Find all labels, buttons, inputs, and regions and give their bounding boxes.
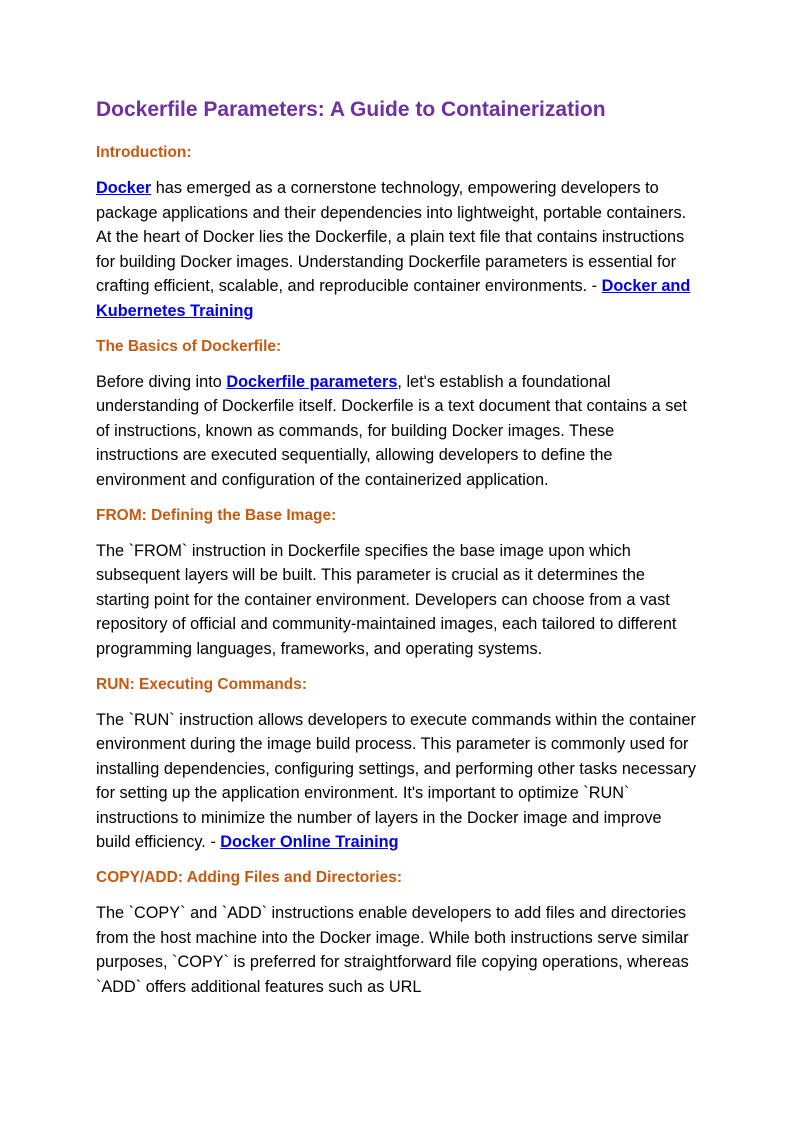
run-heading: RUN: Executing Commands:	[96, 675, 307, 693]
docker-kubernetes-training-link[interactable]: Docker and Kubernetes Training	[96, 277, 691, 320]
from-paragraph: The `FROM` instruction in Dockerfile specifies the base image upon which subsequent layers will be built. This parameter is crucial as it determines the starting point for the container environment. Developers can choose from a vast repository of official and community-maintained images, each tailored to different programming languages, frameworks, and operating systems.	[96, 541, 677, 658]
intro-paragraph	[96, 176, 698, 324]
dockerfile-parameters-link[interactable]: Dockerfile parameters	[226, 372, 398, 391]
basics-text-end: , let's establish a foundational understanding of Dockerfile itself. Dockerfile is a text document that contains a set of instructions, known as commands, for building Docker images. These instructions are executed sequentially, allowing developers to define the environment and configuration of the containerized application.	[96, 372, 687, 489]
docker-online-training-link[interactable]: Docker Online Training	[220, 833, 399, 852]
basics-heading: The Basics of Dockerfile:	[96, 337, 282, 355]
basics-text-start: Before diving into	[96, 372, 227, 391]
document-page	[96, 96, 698, 1011]
intro-heading: Introduction:	[96, 144, 192, 161]
from-heading: FROM: Defining the Base Image:	[96, 506, 337, 524]
intro-text: has emerged as a cornerstone technology, empowering developers to package applications and their dependencies into lightweight, portable containers. At the heart of Docker lies the Dockerfile, a plain text file that contains instructions for building Docker images. Understanding Dockerfile parameters is essential for crafting efficient, scalable, and reproducible container environments. -	[96, 179, 687, 296]
document-title: Dockerfile Parameters: A Guide to Containerization	[96, 98, 606, 121]
docker-link[interactable]: Docker	[96, 179, 152, 197]
run-text: The `RUN` instruction allows developers to execute commands within the container environment during the image build process. This parameter is commonly used for installing dependencies, configuring settings, and performing other tasks necessary for setting up the application environment. It's important to optimize `RUN` instructions to minimize the number of layers in the Docker image and improve build efficiency. -	[96, 710, 697, 852]
basics-paragraph	[96, 370, 698, 493]
copy-paragraph: The `COPY` and `ADD` instructions enable developers to add files and directories from the host machine into the Docker image. While both instructions serve similar purposes, `COPY` is preferred for straightforward file copying operations, whereas `ADD` offers additional features such as URL	[96, 904, 689, 996]
copy-heading: COPY/ADD: Adding Files and Directories:	[96, 869, 403, 887]
run-paragraph	[96, 708, 698, 856]
